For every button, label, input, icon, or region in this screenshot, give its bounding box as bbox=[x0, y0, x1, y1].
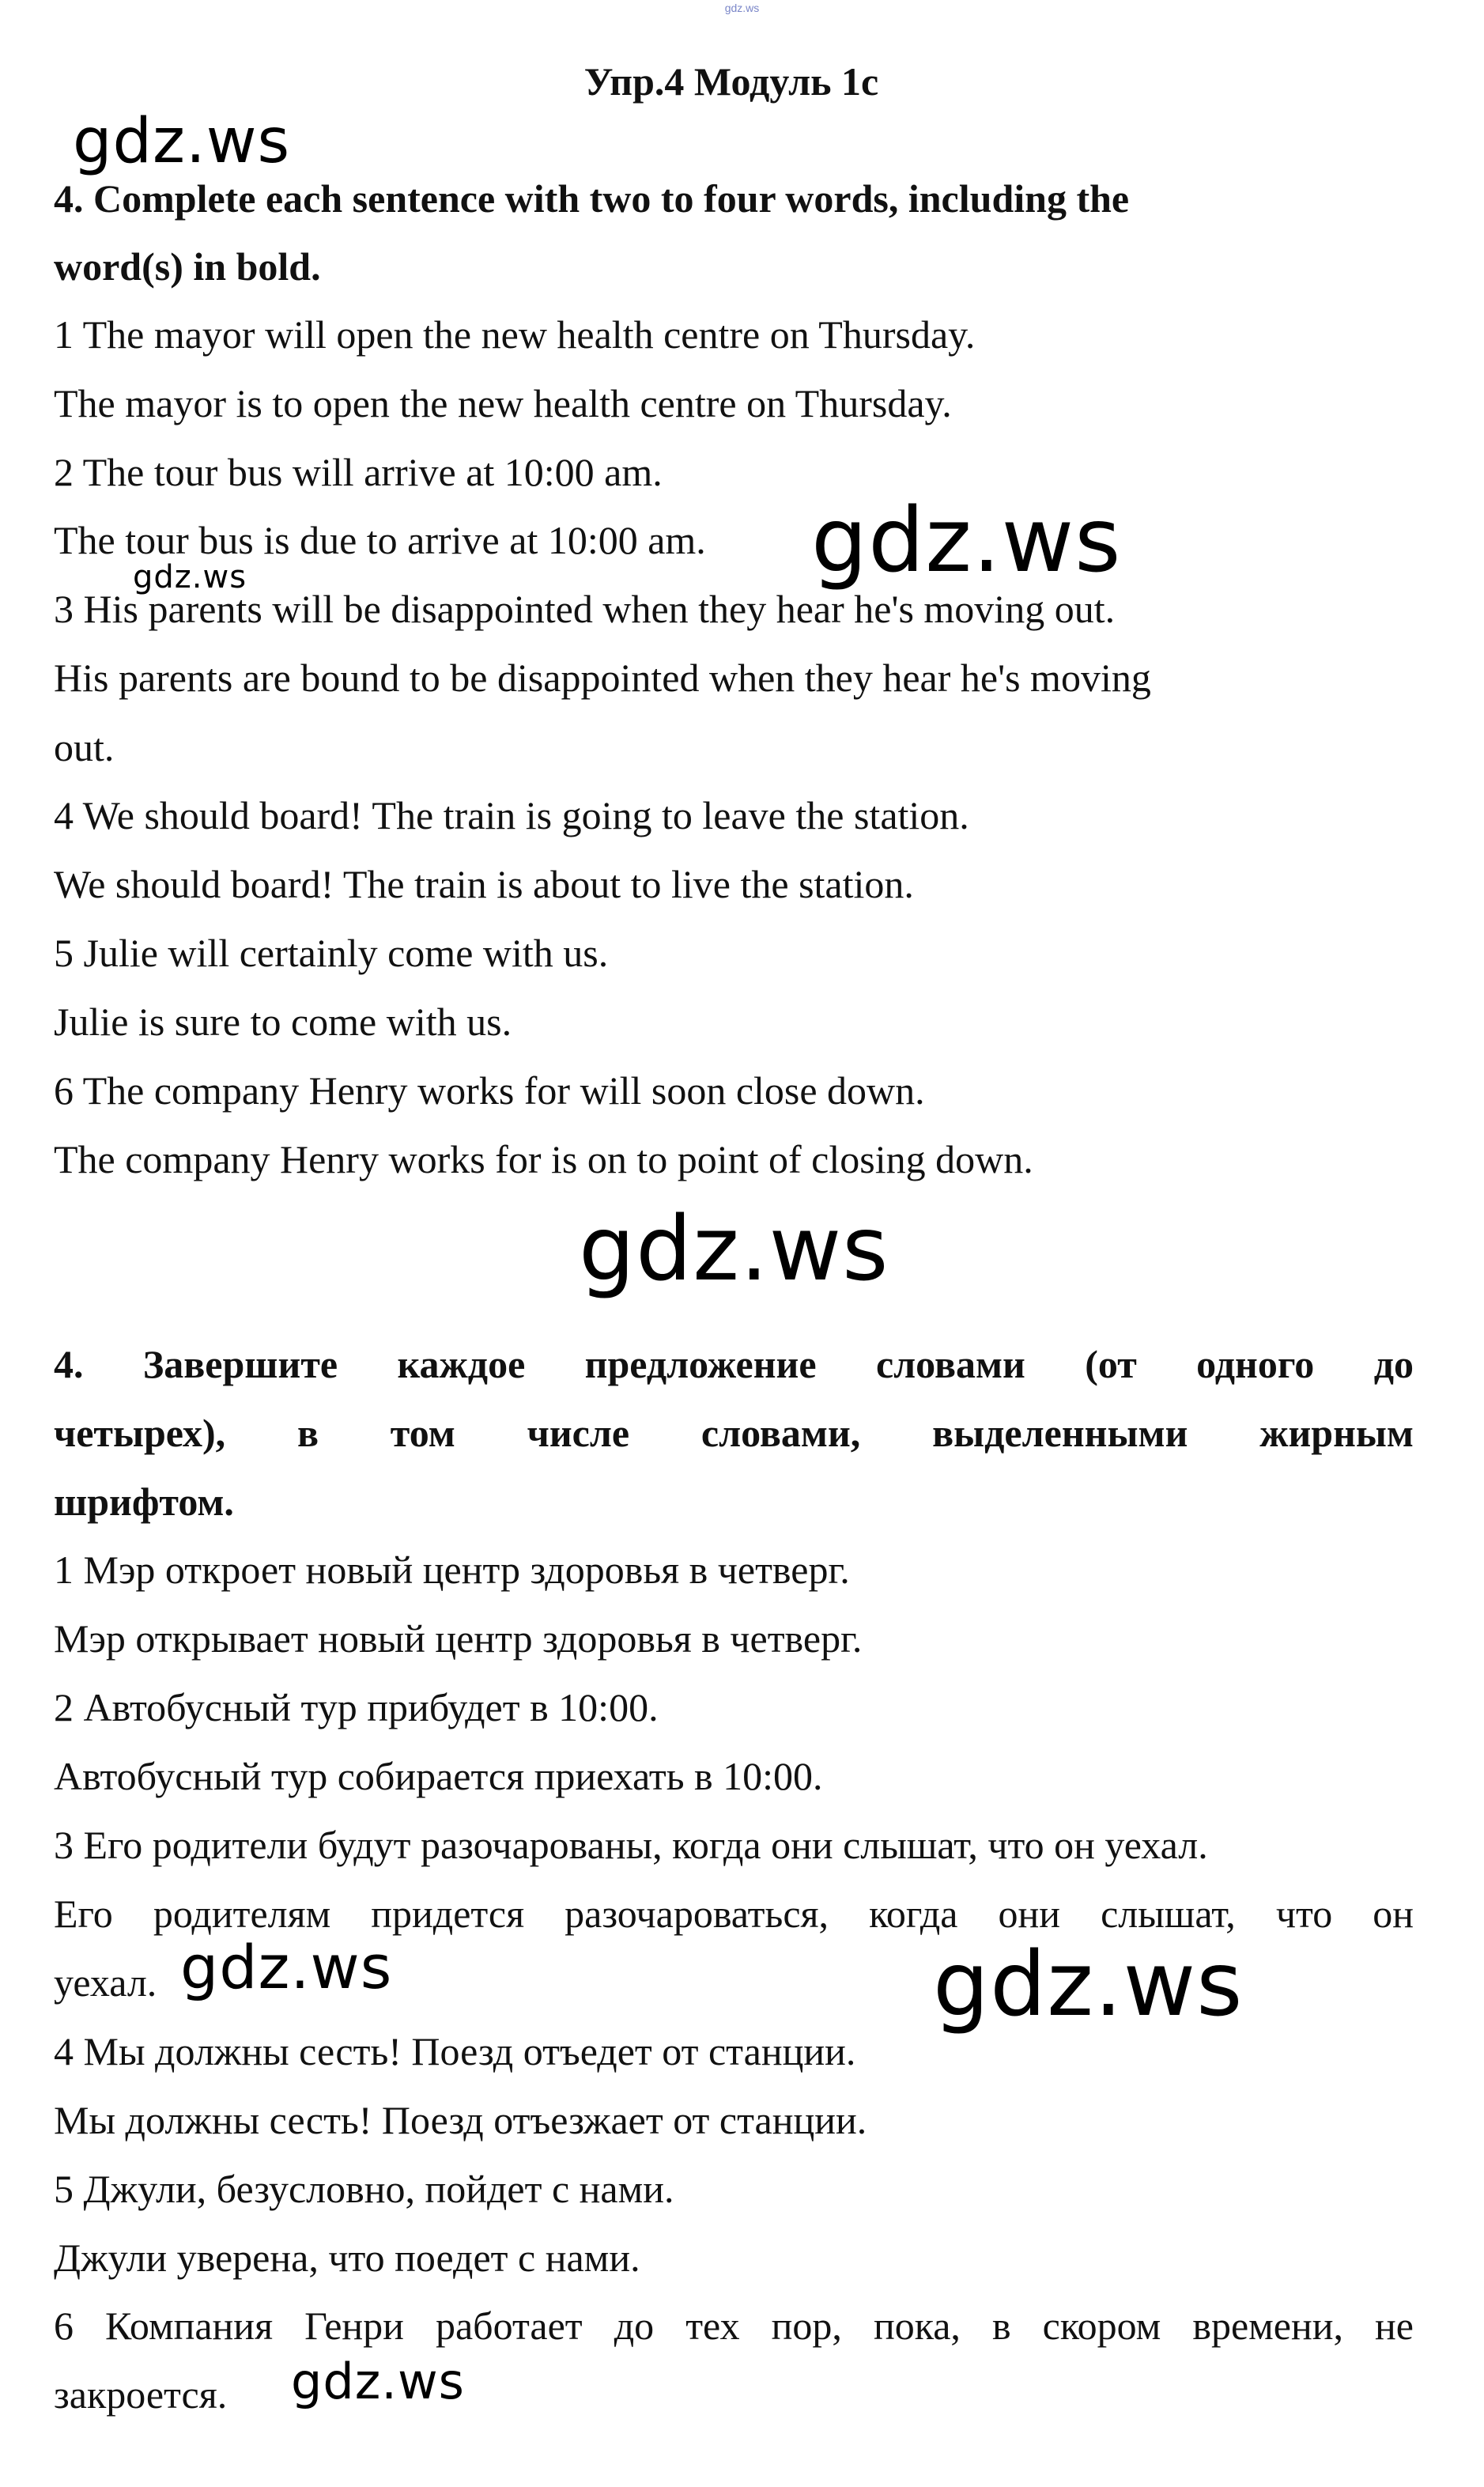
watermark: gdz.ws bbox=[73, 106, 291, 177]
watermark: gdz.ws bbox=[180, 1932, 393, 2002]
watermark: gdz.ws bbox=[133, 559, 247, 595]
russian-line: закроется. bbox=[54, 2372, 228, 2417]
english-line: The tour bus is due to arrive at 10:00 am. bbox=[54, 518, 706, 562]
russian-instruction-line-2: четырех), в том числе словами, выделенными жирным bbox=[54, 1411, 1414, 1455]
watermark: gdz.ws bbox=[579, 1198, 889, 1301]
russian-instruction-line-1: 4. Завершите каждое предложение словами (от одного до bbox=[54, 1342, 1414, 1386]
russian-line: 5 Джули, безусловно, пойдет с нами. bbox=[54, 2167, 674, 2211]
english-line: The mayor is to open the new health centre on Thursday. bbox=[54, 381, 952, 425]
russian-line: 2 Автобусный тур прибудет в 10:00. bbox=[54, 1685, 659, 1729]
english-instruction-line-1: 4. Complete each sentence with two to four words, including the bbox=[54, 176, 1130, 221]
watermark: gdz.ws bbox=[291, 2353, 465, 2410]
russian-line: Его родителям придется разочароваться, когда они слышат, что он bbox=[54, 1892, 1414, 1936]
english-line: 5 Julie will certainly come with us. bbox=[54, 931, 609, 975]
russian-line: 6 Компания Генри работает до тех пор, пока, в скором времени, не bbox=[54, 2304, 1414, 2348]
english-instruction-line-2: word(s) in bold. bbox=[54, 244, 321, 289]
english-line: 2 The tour bus will arrive at 10:00 am. bbox=[54, 450, 663, 494]
russian-line: Мы должны сесть! Поезд отъезжает от станции. bbox=[54, 2098, 867, 2142]
russian-instruction-line-3: шрифтом. bbox=[54, 1480, 234, 1524]
english-line: 6 The company Henry works for will soon close down. bbox=[54, 1068, 925, 1113]
watermark: gdz.ws bbox=[811, 489, 1122, 592]
russian-line: уехал. bbox=[54, 1960, 157, 2005]
page-title: Упр.4 Модуль 1с bbox=[583, 59, 879, 104]
site-mark: gdz.ws bbox=[724, 2, 760, 14]
russian-line: Мэр открывает новый центр здоровья в четверг. bbox=[54, 1616, 863, 1661]
english-line: out. bbox=[54, 725, 115, 769]
russian-line: 1 Мэр откроет новый центр здоровья в четверг. bbox=[54, 1548, 850, 1592]
english-line: 1 The mayor will open the new health centre on Thursday. bbox=[54, 312, 976, 357]
russian-line: 3 Его родители будут разочарованы, когда они слышат, что он уехал. bbox=[54, 1823, 1208, 1867]
english-line: 4 We should board! The train is going to leave the station. bbox=[54, 793, 969, 837]
english-line: Julie is sure to come with us. bbox=[54, 1000, 512, 1044]
english-line: 3 His parents will be disappointed when they hear he's moving out. bbox=[54, 587, 1116, 631]
russian-line: Автобусный тур собирается приехать в 10:00. bbox=[54, 1754, 823, 1798]
russian-line: 4 Мы должны сесть! Поезд отъедет от станции. bbox=[54, 2029, 856, 2073]
watermark: gdz.ws bbox=[933, 1933, 1244, 2036]
english-line: The company Henry works for is on to point of closing down. bbox=[54, 1137, 1033, 1181]
russian-line: Джули уверена, что поедет с нами. bbox=[54, 2236, 640, 2280]
english-line: His parents are bound to be disappointed when they hear he's moving bbox=[54, 656, 1151, 700]
english-line: We should board! The train is about to live the station. bbox=[54, 862, 914, 906]
